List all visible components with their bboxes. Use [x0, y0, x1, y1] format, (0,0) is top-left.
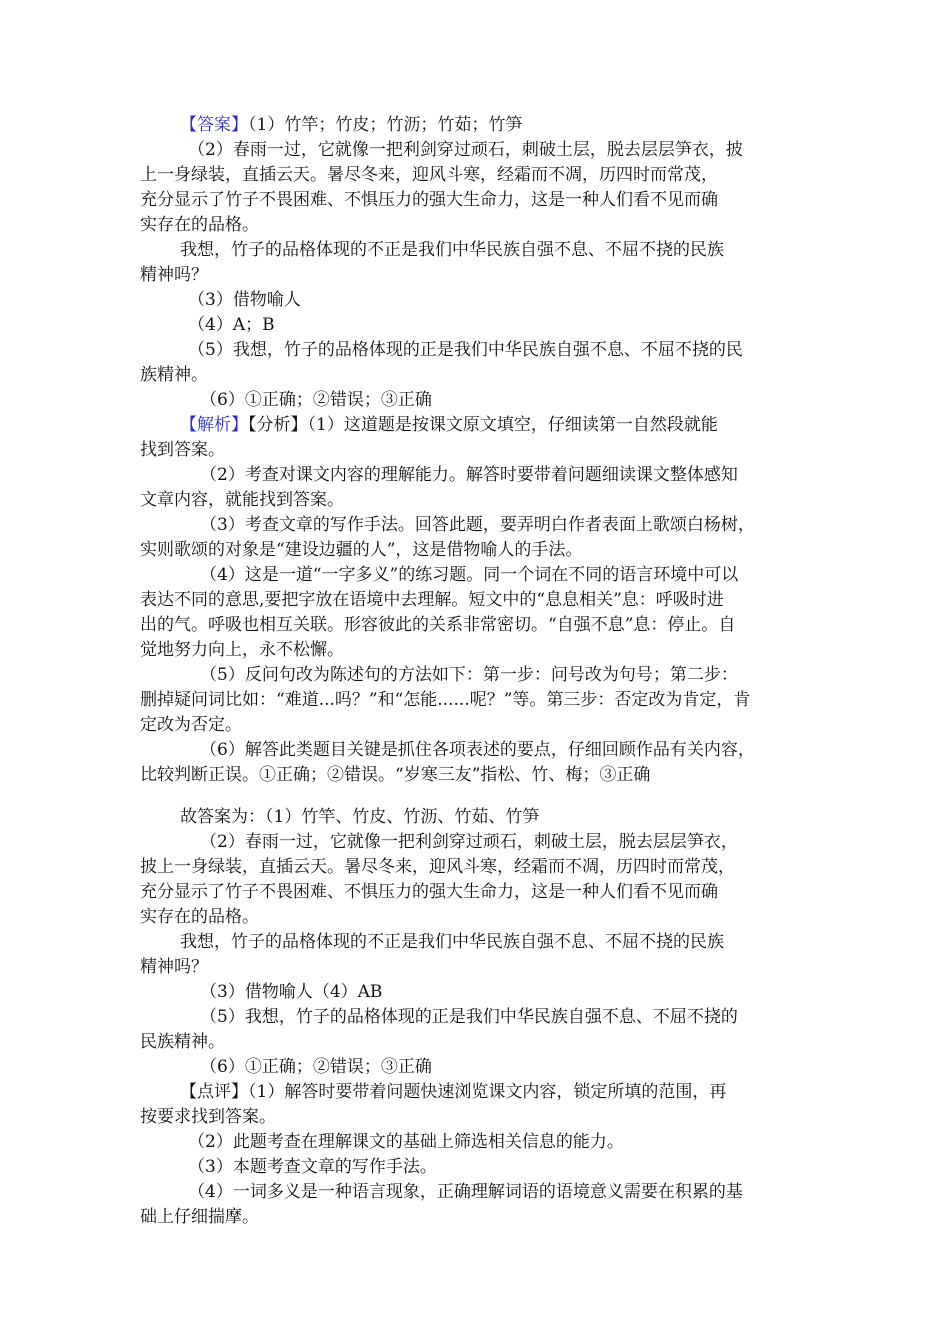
analysis-line: （6）解答此类题目关键是抓住各项表述的要点，仔细回顾作品有关内容， — [200, 740, 755, 760]
final-answer-line: （2）春雨一过，它就像一把利剑穿过顽石，刺破土层，脱去层层笋衣， — [200, 832, 738, 852]
answer-item-2-line: （2）春雨一过，它就像一把利剑穿过顽石，刺破土层，脱去层层笋衣，披 — [188, 140, 743, 160]
analysis-tag: 【解析】 — [180, 415, 248, 435]
analysis-line: 出的气。呼吸也相互关联。形容彼此的关系非常密切。“自强不息”息：停止。自 — [140, 615, 736, 635]
final-answer-line: （5）我想，竹子的品格体现的正是我们中华民族自强不息、不屈不挠的 — [200, 1007, 738, 1027]
comment-line: （2）此题考查在理解课文的基础上筛选相关信息的能力。 — [188, 1132, 624, 1152]
comment-line: 础上仔细揣摩。 — [140, 1207, 259, 1227]
final-answer-line: 实存在的品格。 — [140, 907, 259, 927]
analysis-line: 定改为否定。 — [140, 715, 242, 735]
comment-line: （3）本题考查文章的写作手法。 — [188, 1157, 437, 1177]
answer-item-2-line: 充分显示了竹子不畏困难、不惧压力的强大生命力，这是一种人们看不见而确 — [140, 190, 718, 210]
analysis-line: 觉地努力向上，永不松懈。 — [140, 640, 344, 660]
analysis-line: 比较判断正误。①正确；②错误。“岁寒三友”指松、竹、梅；③正确 — [140, 765, 651, 785]
analysis-line: 实则歌颂的对象是“建设边疆的人”，这是借物喻人的手法。 — [140, 540, 583, 560]
final-answer-line: （3）借物喻人（4）AB — [200, 982, 383, 1002]
final-answer-line: 我想，竹子的品格体现的不正是我们中华民族自强不息、不屈不挠的民族 — [180, 932, 724, 952]
answer-item-2-line: 我想，竹子的品格体现的不正是我们中华民族自强不息、不屈不挠的民族 — [180, 240, 724, 260]
comment-line: 按要求找到答案。 — [140, 1107, 276, 1127]
answer-item-3: （3）借物喻人 — [188, 290, 301, 310]
answer-item-1: （1）竹竿；竹皮；竹沥；竹茹；竹笋 — [248, 115, 523, 135]
final-answer-line: 披上一身绿装，直插云天。暑尽冬来，迎风斗寒，经霜而不凋，历四时而常茂， — [140, 857, 735, 877]
comment-line: （4）一词多义是一种语言现象，正确理解词语的语境意义需要在积累的基 — [188, 1182, 743, 1202]
analysis-line: （4）这是一道“一字多义”的练习题。同一个词在不同的语言环境中可以 — [200, 565, 739, 585]
final-answer-line: 民族精神。 — [140, 1032, 225, 1052]
analysis-line: （5）反问句改为陈述句的方法如下：第一步：问号改为句号；第二步： — [200, 665, 738, 685]
analysis-line-1 — [180, 413, 718, 437]
answer-item-6: （6）①正确；②错误；③正确 — [200, 390, 432, 410]
answer-tag: 【答案】 — [180, 115, 248, 135]
analysis-line: 表达不同的意思,要把字放在语境中去理解。短文中的“息息相关”息：呼吸时进 — [140, 590, 724, 610]
final-answer-line: （6）①正确；②错误；③正确 — [200, 1057, 432, 1077]
comment-line: 【点评】（1）解答时要带着问题快速浏览课文内容，锁定所填的范围，再 — [180, 1082, 727, 1102]
final-answer-line: 精神吗？ — [140, 957, 208, 977]
answer-item-5-line: 族精神。 — [140, 365, 208, 385]
answer-item-2-line: 上一身绿装，直插云天。暑尽冬来，迎风斗寒，经霜而不凋，历四时而常茂， — [140, 165, 718, 185]
analysis-line: （2）考查对课文内容的理解能力。解答时要带着问题细读课文整体感知 — [200, 465, 738, 485]
final-answer-line: 充分显示了竹子不畏困难、不惧压力的强大生命力，这是一种人们看不见而确 — [140, 882, 718, 902]
analysis-line: （3）考查文章的写作手法。回答此题，要弄明白作者表面上歌颂白杨树， — [200, 515, 755, 535]
answer-line-1 — [180, 113, 522, 137]
analysis-text: 【分析】（1）这道题是按课文原文填空，仔细读第一自然段就能 — [248, 415, 718, 435]
answer-item-5-line: （5）我想，竹子的品格体现的正是我们中华民族自强不息、不屈不挠的民 — [188, 340, 743, 360]
analysis-line: 找到答案。 — [140, 440, 225, 460]
answer-item-2-line: 精神吗？ — [140, 265, 208, 285]
answer-item-4: （4）A；B — [188, 315, 275, 335]
analysis-line: 文章内容，就能找到答案。 — [140, 490, 344, 510]
analysis-line: 删掉疑问词比如：“难道...吗？”和“怎能......呢？”等。第三步：否定改为肯定，肯 — [140, 690, 751, 710]
answer-item-2-line: 实存在的品格。 — [140, 215, 259, 235]
final-answer-line: 故答案为：（1）竹竿、竹皮、竹沥、竹茹、竹笋 — [180, 807, 540, 827]
